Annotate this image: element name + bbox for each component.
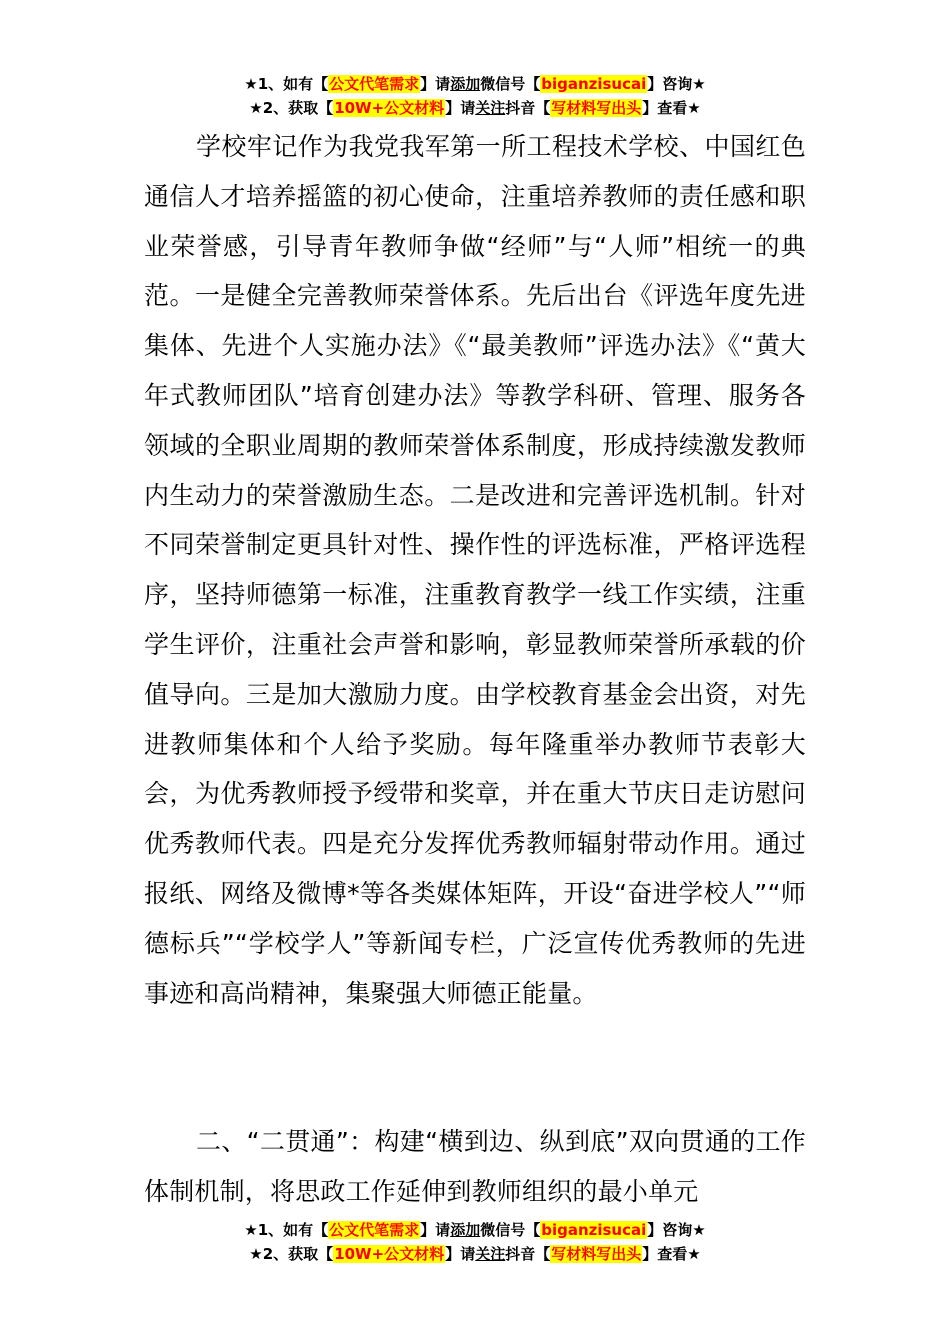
banner-highlight: 写材料写出头 xyxy=(551,1245,642,1263)
header-banner-line-1 xyxy=(0,72,950,96)
banner-highlight: 写材料写出头 xyxy=(551,99,642,117)
banner-underlined: 添加 xyxy=(450,1221,481,1239)
banner-highlight: biganzisucai xyxy=(541,1221,647,1239)
footer-banner-line-2 xyxy=(0,1242,950,1266)
banner-text: 】请 xyxy=(420,75,451,93)
paragraph-text: 学校牢记作为我党我军第一所工程技术学校、中国红色通信人才培养摇篮的初心使命，注重培养教师的责任感和职业荣誉感，引导青年教师争做“经师”与“人师”相统一的典范。一是健全完善教师荣誉体系。先后出台《评选年度先进集体、先进个人实施办法》《“最美教师”评选办法》《“黄大年式教师团队”培育创建办法》等教学科研、管理、服务各领域的全职业周期的教师荣誉体系制度，形成持续激发教师内生动力的荣誉激励生态。二是改进和完善评选机制。针对不同荣誉制定更具针对性、操作性的评选标准，严格评选程序，坚持师德第一标准，注重教育教学一线工作实绩，注重学生评价，注重社会声誉和影响，彰显教师荣誉所承载的价值导向。三是加大激励力度。由学校教育基金会出资，对先进教师集体和个人给予奖励。每年隆重举办教师节表彰大会，为优秀教师授予绶带和奖章，并在重大节庆日走访慰问优秀教师代表。四是充分发挥优秀教师辐射带动作用。通过报纸、网络及微博*等各类媒体矩阵，开设“奋进学校人”“师德标兵”“学校学人”等新闻专栏，广泛宣传优秀教师的先进事迹和高尚精神，集聚强大师德正能量。 xyxy=(144,132,806,1008)
banner-highlight: 公文代笔需求 xyxy=(329,1221,420,1239)
banner-text: 微信号【 xyxy=(480,75,541,93)
header-banner-line-2 xyxy=(0,96,950,120)
banner-highlight: 10W+公文材料 xyxy=(334,1245,445,1263)
banner-highlight: 10W+公文材料 xyxy=(334,99,445,117)
section-heading-paragraph xyxy=(144,1117,806,1217)
banner-highlight: 公文代笔需求 xyxy=(329,75,420,93)
paragraph-text: 二、“二贯通”：构建“横到边、纵到底”双向贯通的工作体制机制，将思政工作延伸到教师组织的最小单元 xyxy=(144,1127,806,1206)
banner-text: 抖音【 xyxy=(505,1245,551,1263)
banner-text: 】请 xyxy=(445,99,476,117)
banner-underlined: 添加 xyxy=(450,75,481,93)
banner-text: 】咨询★ xyxy=(647,75,706,93)
banner-underlined: 关注 xyxy=(475,99,506,117)
banner-text: 】咨询★ xyxy=(647,1221,706,1239)
banner-text: ★1、如有【 xyxy=(244,1221,329,1239)
banner-text: 微信号【 xyxy=(480,1221,541,1239)
banner-text: 】请 xyxy=(445,1245,476,1263)
banner-text: 】查看★ xyxy=(642,1245,701,1263)
banner-text: 抖音【 xyxy=(505,99,551,117)
banner-text: ★2、获取【 xyxy=(249,1245,334,1263)
footer-banner-line-1 xyxy=(0,1218,950,1242)
header-banner xyxy=(0,72,950,120)
banner-highlight: biganzisucai xyxy=(541,75,647,93)
banner-text: ★2、获取【 xyxy=(249,99,334,117)
banner-text: ★1、如有【 xyxy=(244,75,329,93)
footer-banner xyxy=(0,1218,950,1266)
body-paragraph-1 xyxy=(144,122,806,1018)
banner-underlined: 关注 xyxy=(475,1245,506,1263)
banner-text: 】查看★ xyxy=(642,99,701,117)
banner-text: 】请 xyxy=(420,1221,451,1239)
